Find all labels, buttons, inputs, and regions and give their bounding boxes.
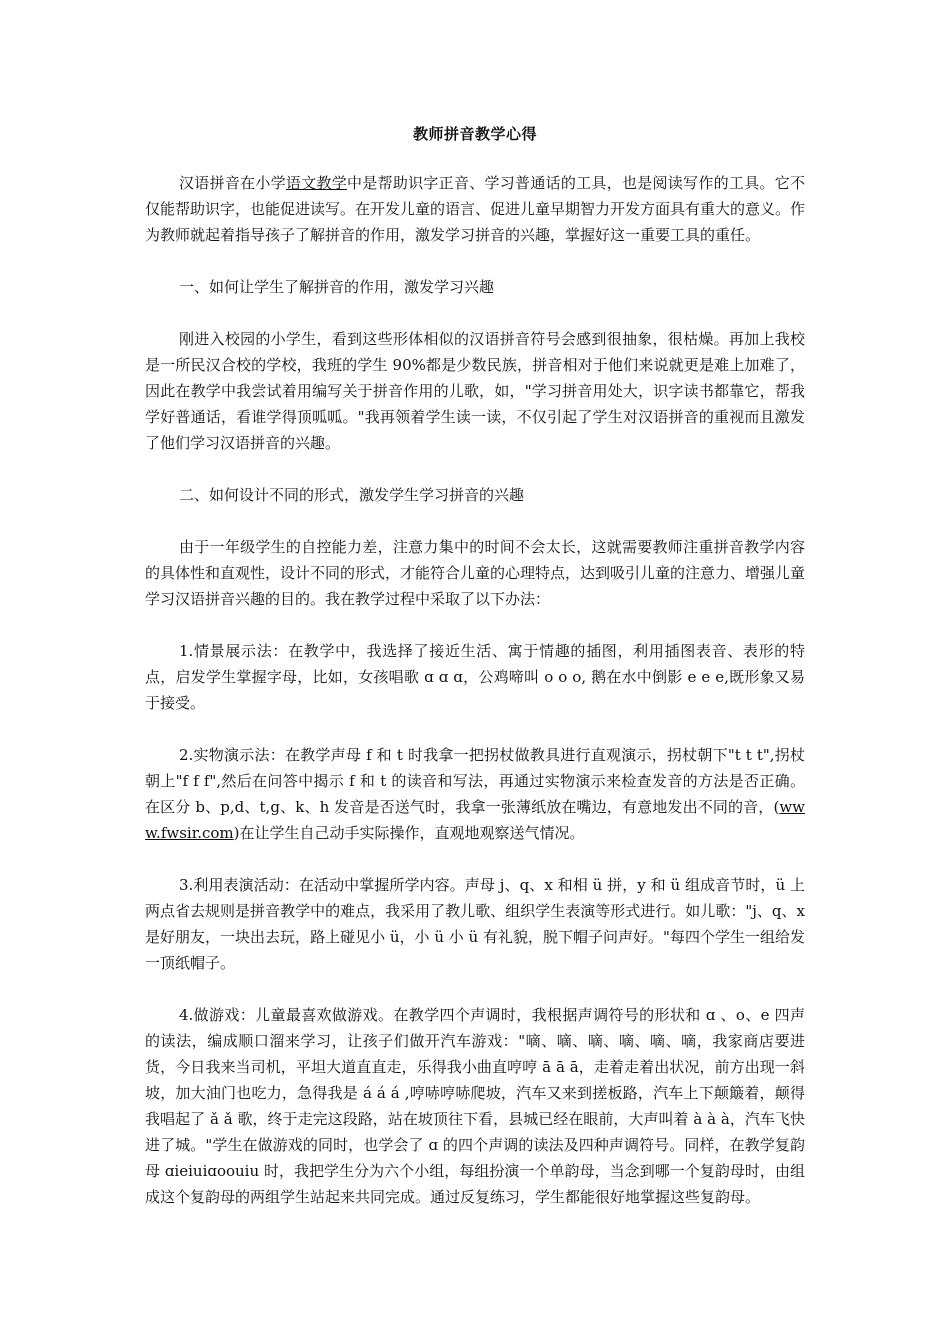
method-4-paragraph: 4.做游戏：儿童最喜欢做游戏。在教学四个声调时，我根据声调符号的形状和 ɑ 、o、e 四声的读法，编成顺口溜来学习，让孩子们做开汽车游戏："嘀、嘀、嘀、嘀、嘀、嘀，我家商店要进货，今日我来当司机，平坦大道直直走，乐得我小曲直哼哼 ā ā ā，走着走着出状况，前方出现一斜坡，加大油门也吃力，急得我是 á á á ,哼哧哼哧爬坡，汽车又来到搓板路，汽车上下颠簸着，颠得我唱起了 ǎ ǎ 歌，终于走完这段路，站在坡顶往下看，县城已经在眼前，大声叫着 à à à，汽车飞快进了城。"学生在做游戏的同时，也学会了 ɑ 的四个声调的读法及四种声调符号。同样，在教学复韵母 ɑieiuiɑoouiu 时，我把学生分为六个小组，每组扮演一个单韵母，当念到哪一个复韵母时，由组成这个复韵母的两组学生站起来共同完成。通过反复练习，学生都能很好地掌握这些复韵母。 — [145, 1006, 805, 1206]
method-2-paragraph — [145, 742, 805, 846]
website-link[interactable]: www.fwsir.com — [145, 798, 805, 842]
intro-text-start: 汉语拼音在小学 — [179, 174, 286, 192]
section-2-heading: 二、如何设计不同的形式，激发学生学习拼音的兴趣 — [179, 486, 525, 504]
section-1-heading: 一、如何让学生了解拼音的作用，激发学习兴趣 — [179, 278, 495, 296]
document-title: 教师拼音教学心得 — [412, 125, 537, 143]
method-2-text-end: )在让学生自己动手实际操作，直观地观察送气情况。 — [233, 824, 585, 842]
intro-link[interactable]: 语文教学 — [285, 174, 348, 192]
intro-paragraph — [145, 170, 805, 248]
method-2-text-start: 2.实物演示法：在教学声母 f 和 t 时我拿一把拐杖做教具进行直观演示，拐杖朝下"t t t",拐杖朝上"f f f",然后在问答中揭示 f 和 t 的读音和写法，再通过实物演示来检查发音的方法是否正确。在区分 b、p,d、t,g、k、h 发音是否送气时，我拿一张薄纸放在嘴边，有意地发出不同的音，( — [145, 746, 805, 816]
section-1-paragraph: 刚进入校园的小学生，看到这些形体相似的汉语拼音符号会感到很抽象，很枯燥。再加上我校是一所民汉合校的学校，我班的学生 90%都是少数民族，拼音相对于他们来说就更是难上加难了，因此在教学中我尝试着用编写关于拼音作用的儿歌，如，"学习拼音用处大，识字读书都靠它，帮我学好普通话，看谁学得顶呱呱。"我再领着学生读一读，不仅引起了学生对汉语拼音的重视而且激发了他们学习汉语拼音的兴趣。 — [145, 330, 805, 452]
method-1-paragraph: 1.情景展示法：在教学中，我选择了接近生活、寓于情趣的插图，利用插图表音、表形的特点，启发学生掌握字母，比如，女孩唱歌 ɑ ɑ ɑ，公鸡啼叫 o o o, 鹅在水中倒影 e e e,既形象又易于接受。 — [145, 642, 805, 712]
document-page — [145, 122, 805, 1236]
method-3-paragraph: 3.利用表演活动：在活动中掌握所学内容。声母 j、q、x 和相 ü 拼，y 和 ü 组成音节时，ü 上两点省去规则是拼音教学中的难点，我采用了教儿歌、组织学生表演等形式进行。如儿歌："j、q、x 是好朋友，一块出去玩，路上碰见小 ü，小 ü 小 ü 有礼貌，脱下帽子问声好。"每四个学生一组给发一顶纸帽子。 — [145, 876, 805, 972]
intro-text-end: 中是帮助识字正音、学习普通话的工具，也是阅读写作的工具。它不仅能帮助识字，也能促进读写。在开发儿童的语言、促进儿童早期智力开发方面具有重大的意义。作为教师就起着指导孩子了解拼音的作用，激发学习拼音的兴趣，掌握好这一重要工具的重任。 — [145, 174, 806, 244]
section-2-paragraph: 由于一年级学生的自控能力差，注意力集中的时间不会太长，这就需要教师注重拼音教学内容的具体性和直观性，设计不同的形式，才能符合儿童的心理特点，达到吸引儿童的注意力、增强儿童学习汉语拼音兴趣的目的。我在教学过程中采取了以下办法： — [145, 538, 806, 608]
